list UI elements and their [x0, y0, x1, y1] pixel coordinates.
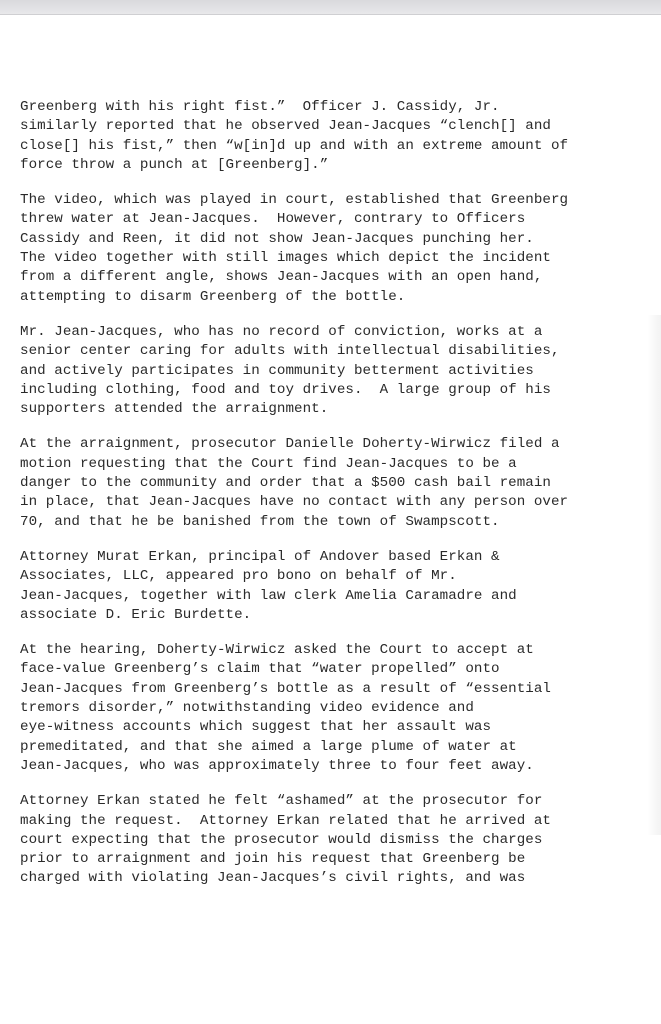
text-line: danger to the community and order that a $500 cash bail remain: [20, 475, 551, 492]
paragraph-4: [20, 435, 650, 531]
text-line: from a different angle, shows Jean-Jacques with an open hand,: [20, 269, 543, 286]
text-line: Cassidy and Reen, it did not show Jean-Jacques punching her.: [20, 230, 534, 247]
paragraph-6: [20, 641, 650, 776]
text-line: similarly reported that he observed Jean-Jacques “clench[] and: [20, 118, 551, 135]
text-line: close[] his fist,” then “w[in]d up and with an extreme amount of: [20, 137, 569, 154]
text-line: Greenberg with his right fist.” Officer J. Cassidy, Jr.: [20, 99, 500, 115]
paragraph-3: [20, 323, 650, 419]
text-line: tremors disorder,” notwithstanding video evidence and: [20, 700, 474, 717]
text-line: making the request. Attorney Erkan related that he arrived at: [20, 812, 551, 829]
paragraph-2: [20, 191, 650, 307]
text-line: including clothing, food and toy drives. A large group of his: [20, 381, 551, 398]
paragraph-5: [20, 548, 650, 625]
text-line: associate D. Eric Burdette.: [20, 606, 252, 623]
text-line: Jean-Jacques, together with law clerk Amelia Caramadre and: [20, 587, 517, 604]
text-line: motion requesting that the Court find Jean-Jacques to be a: [20, 455, 517, 472]
text-line: 70, and that he be banished from the town of Swampscott.: [20, 513, 500, 530]
text-line: Mr. Jean-Jacques, who has no record of conviction, works at a: [20, 323, 543, 340]
text-line: The video, which was played in court, established that Greenberg: [20, 192, 569, 209]
paragraph-7: [20, 792, 650, 888]
text-line: At the arraignment, prosecutor Danielle Doherty-Wirwicz filed a: [20, 436, 560, 453]
text-line: Associates, LLC, appeared pro bono on behalf of Mr.: [20, 568, 457, 585]
top-status-bar: [0, 0, 661, 15]
text-line: eye-witness accounts which suggest that her assault was: [20, 719, 492, 736]
text-line: force throw a punch at [Greenberg].”: [20, 156, 329, 173]
text-line: Jean-Jacques, who was approximately three to four feet away.: [20, 757, 534, 774]
document-body: [20, 98, 650, 905]
text-line: Jean-Jacques from Greenberg’s bottle as a result of “essential: [20, 680, 551, 697]
text-line: prior to arraignment and join his request that Greenberg be: [20, 851, 526, 868]
text-line: charged with violating Jean-Jacques’s civil rights, and was: [20, 870, 526, 887]
text-line: At the hearing, Doherty-Wirwicz asked the Court to accept at: [20, 642, 534, 659]
text-line: Attorney Murat Erkan, principal of Andover based Erkan &: [20, 548, 500, 565]
text-line: face-value Greenberg’s claim that “water propelled” onto: [20, 661, 500, 678]
text-line: The video together with still images which depict the incident: [20, 250, 551, 267]
text-line: threw water at Jean-Jacques. However, contrary to Officers: [20, 211, 526, 228]
text-line: premeditated, and that she aimed a large plume of water at: [20, 738, 517, 755]
text-line: court expecting that the prosecutor would dismiss the charges: [20, 831, 543, 848]
text-line: supporters attended the arraignment.: [20, 401, 329, 418]
text-line: and actively participates in community betterment activities: [20, 362, 534, 379]
paragraph-1: [20, 98, 650, 175]
text-line: in place, that Jean-Jacques have no contact with any person over: [20, 494, 569, 511]
text-line: senior center caring for adults with intellectual disabilities,: [20, 343, 560, 360]
text-line: Attorney Erkan stated he felt “ashamed” at the prosecutor for: [20, 793, 543, 810]
text-line: attempting to disarm Greenberg of the bottle.: [20, 288, 406, 305]
